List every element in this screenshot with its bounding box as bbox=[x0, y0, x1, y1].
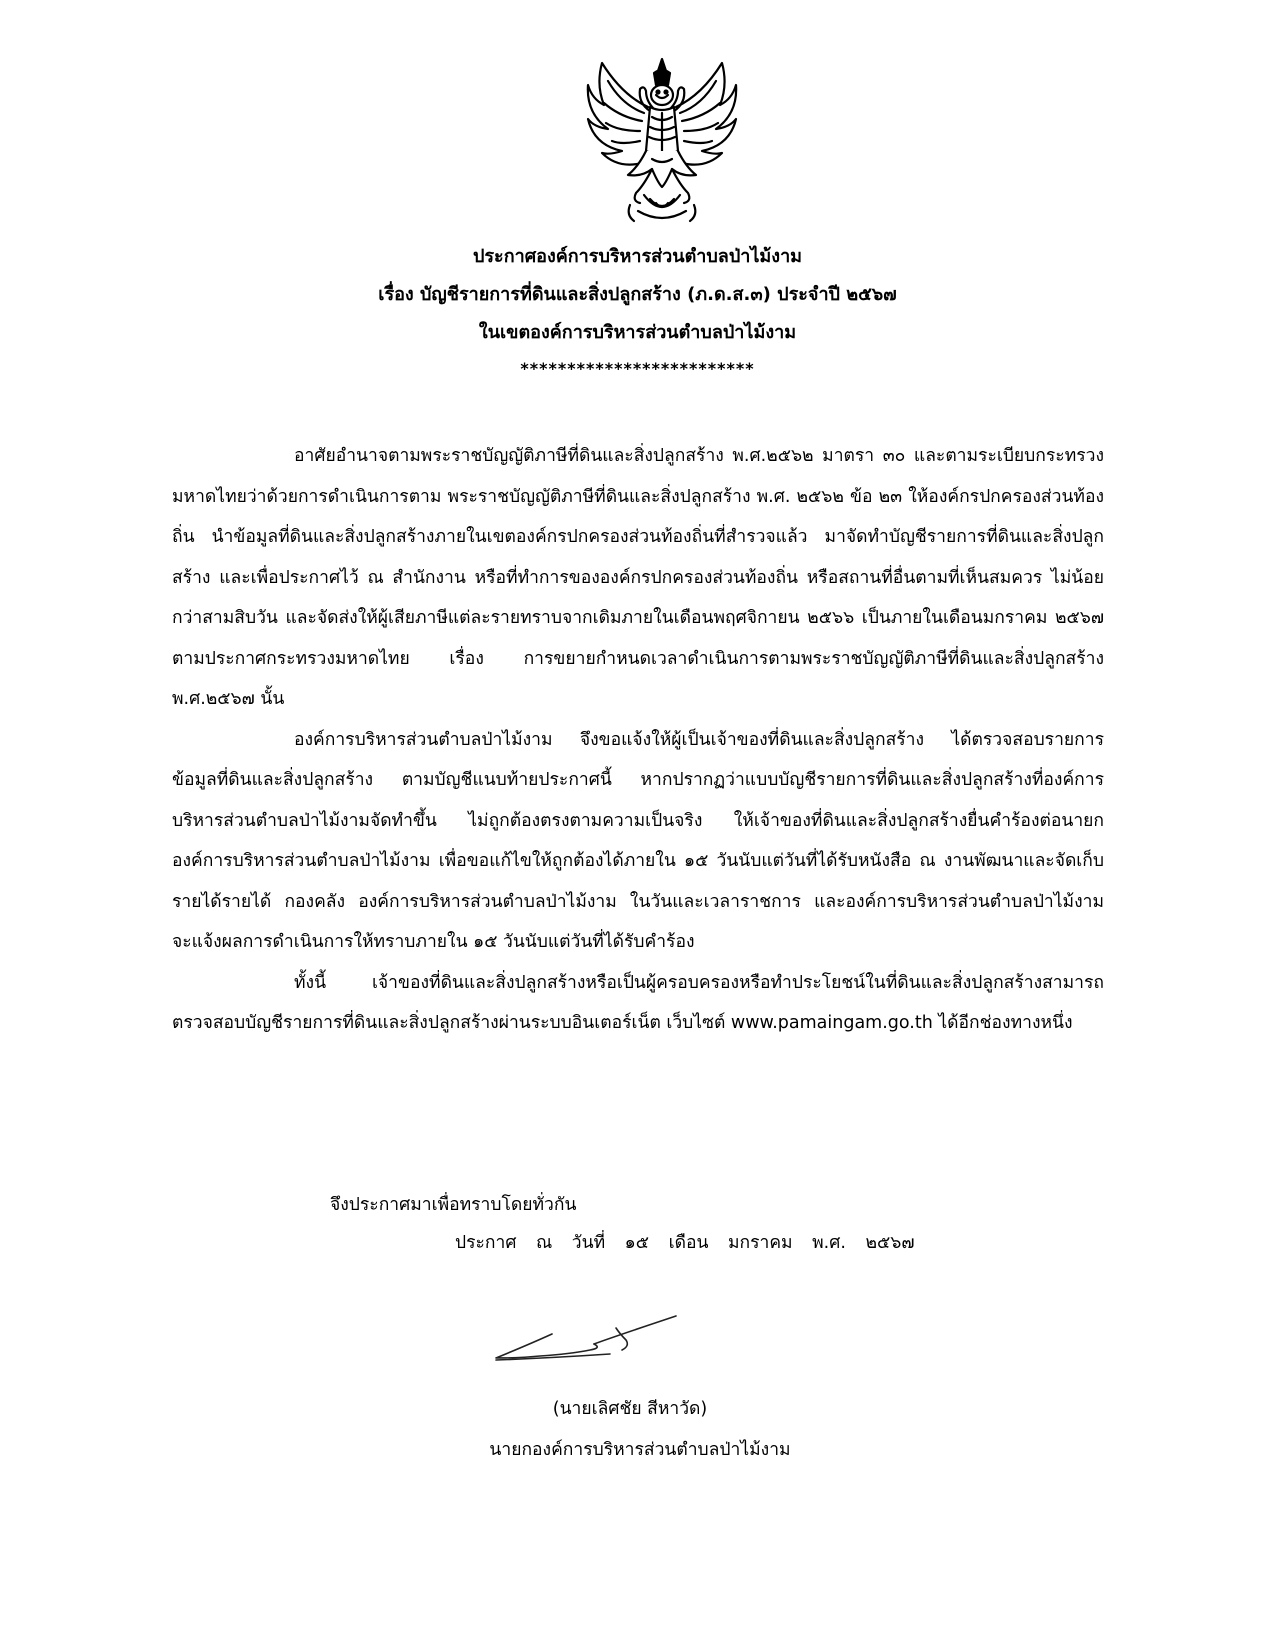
announcement-body bbox=[172, 436, 1104, 1044]
signature-icon bbox=[490, 1300, 680, 1390]
announcement-header bbox=[170, 238, 1105, 386]
garuda-emblem-icon bbox=[582, 55, 742, 225]
paragraph-online-access: ทั้งนี้ เจ้าของที่ดินและสิ่งปลูกสร้างหรือเป็นผู้ครอบครองหรือทำประโยชน์ในที่ดินและสิ่งปลูกสร้างสามารถตรวจสอบบัญชีรายการที่ดินและสิ่งปลูกสร้างผ่านระบบอินเตอร์เน็ต เว็บไซต์ www.pamaingam.go.th ได้อีกช่องทางหนึ่ง bbox=[172, 972, 1104, 1033]
announcement-date: ประกาศ ณ วันที่ ๑๕ เดือน มกราคม พ.ศ. ๒๕๖๗ bbox=[455, 1233, 915, 1253]
signer-title: นายกองค์การบริหารส่วนตำบลป่าไม้งาม bbox=[489, 1440, 791, 1460]
header-title: ประกาศองค์การบริหารส่วนตำบลป่าไม้งาม bbox=[472, 246, 803, 267]
header-area: ในเขตองค์การบริหารส่วนตำบลป่าไม้งาม bbox=[478, 322, 797, 343]
header-separator: ************************* bbox=[520, 359, 755, 378]
signer-name: (นายเลิศชัย สีหาวัด) bbox=[552, 1399, 708, 1419]
header-subject: เรื่อง บัญชีรายการที่ดินและสิ่งปลูกสร้าง (ภ.ด.ส.๓) ประจำปี ๒๕๖๗ bbox=[378, 284, 897, 305]
paragraph-legal-basis: อาศัยอำนาจตามพระราชบัญญัติภาษีที่ดินและสิ่งปลูกสร้าง พ.ศ.๒๕๖๒ มาตรา ๓๐ และตามระเบียบกระทรวงมหาดไทยว่าด้วยการดำเนินการตาม พระราชบัญญัติภาษีที่ดินและสิ่งปลูกสร้าง พ.ศ. ๒๕๖๒ ข้อ ๒๓ ให้องค์กรปกครองส่วนท้องถิ่น นำข้อมูลที่ดินและสิ่งปลูกสร้างภายในเขตองค์กรปกครองส่วนท้องถิ่นที่สำรวจแล้ว มาจัดทำบัญชีรายการที่ดินและสิ่งปลูกสร้าง และเพื่อประกาศไว้ ณ สำนักงาน หรือที่ทำการขององค์กรปกครองส่วนท้องถิ่น หรือสถานที่อื่นตามที่เห็นสมควร ไม่น้อยกว่าสามสิบวัน และจัดส่งให้ผู้เสียภาษีแต่ละรายทราบจากเดิมภายในเดือนพฤศจิกายน ๒๕๖๖ เป็นภายในเดือนมกราคม ๒๕๖๗ ตามประกาศกระทรวงมหาดไทย เรื่อง การขยายกำหนดเวลาดำเนินการตามพระราชบัญญัติภาษีที่ดินและสิ่งปลูกสร้าง พ.ศ.๒๕๖๗ นั้น bbox=[172, 446, 1104, 709]
paragraph-inspection-notice: องค์การบริหารส่วนตำบลป่าไม้งาม จึงขอแจ้งให้ผู้เป็นเจ้าของที่ดินและสิ่งปลูกสร้าง ได้ตรวจสอบรายการข้อมูลที่ดินและสิ่งปลูกสร้าง ตามบัญชีแนบท้ายประกาศนี้ หากปรากฏว่าแบบบัญชีรายการที่ดินและสิ่งปลูกสร้างที่องค์การบริหารส่วนตำบลป่าไม้งามจัดทำขึ้น ไม่ถูกต้องตรงตามความเป็นจริง ให้เจ้าของที่ดินและสิ่งปลูกสร้างยื่นคำร้องต่อนายกองค์การบริหารส่วนตำบลป่าไม้งาม เพื่อขอแก้ไขให้ถูกต้องได้ภายใน ๑๕ วันนับแต่วันที่ได้รับหนังสือ ณ งานพัฒนาและจัดเก็บรายได้รายได้ กองคลัง องค์การบริหารส่วนตำบลป่าไม้งาม ในวันและเวลาราชการ และองค์การบริหารส่วนตำบลป่าไม้งาม จะแจ้งผลการดำเนินการให้ทราบภายใน ๑๕ วันนับแต่วันที่ได้รับคำร้อง bbox=[172, 729, 1104, 952]
closing-statement: จึงประกาศมาเพื่อทราบโดยทั่วกัน bbox=[330, 1195, 577, 1215]
